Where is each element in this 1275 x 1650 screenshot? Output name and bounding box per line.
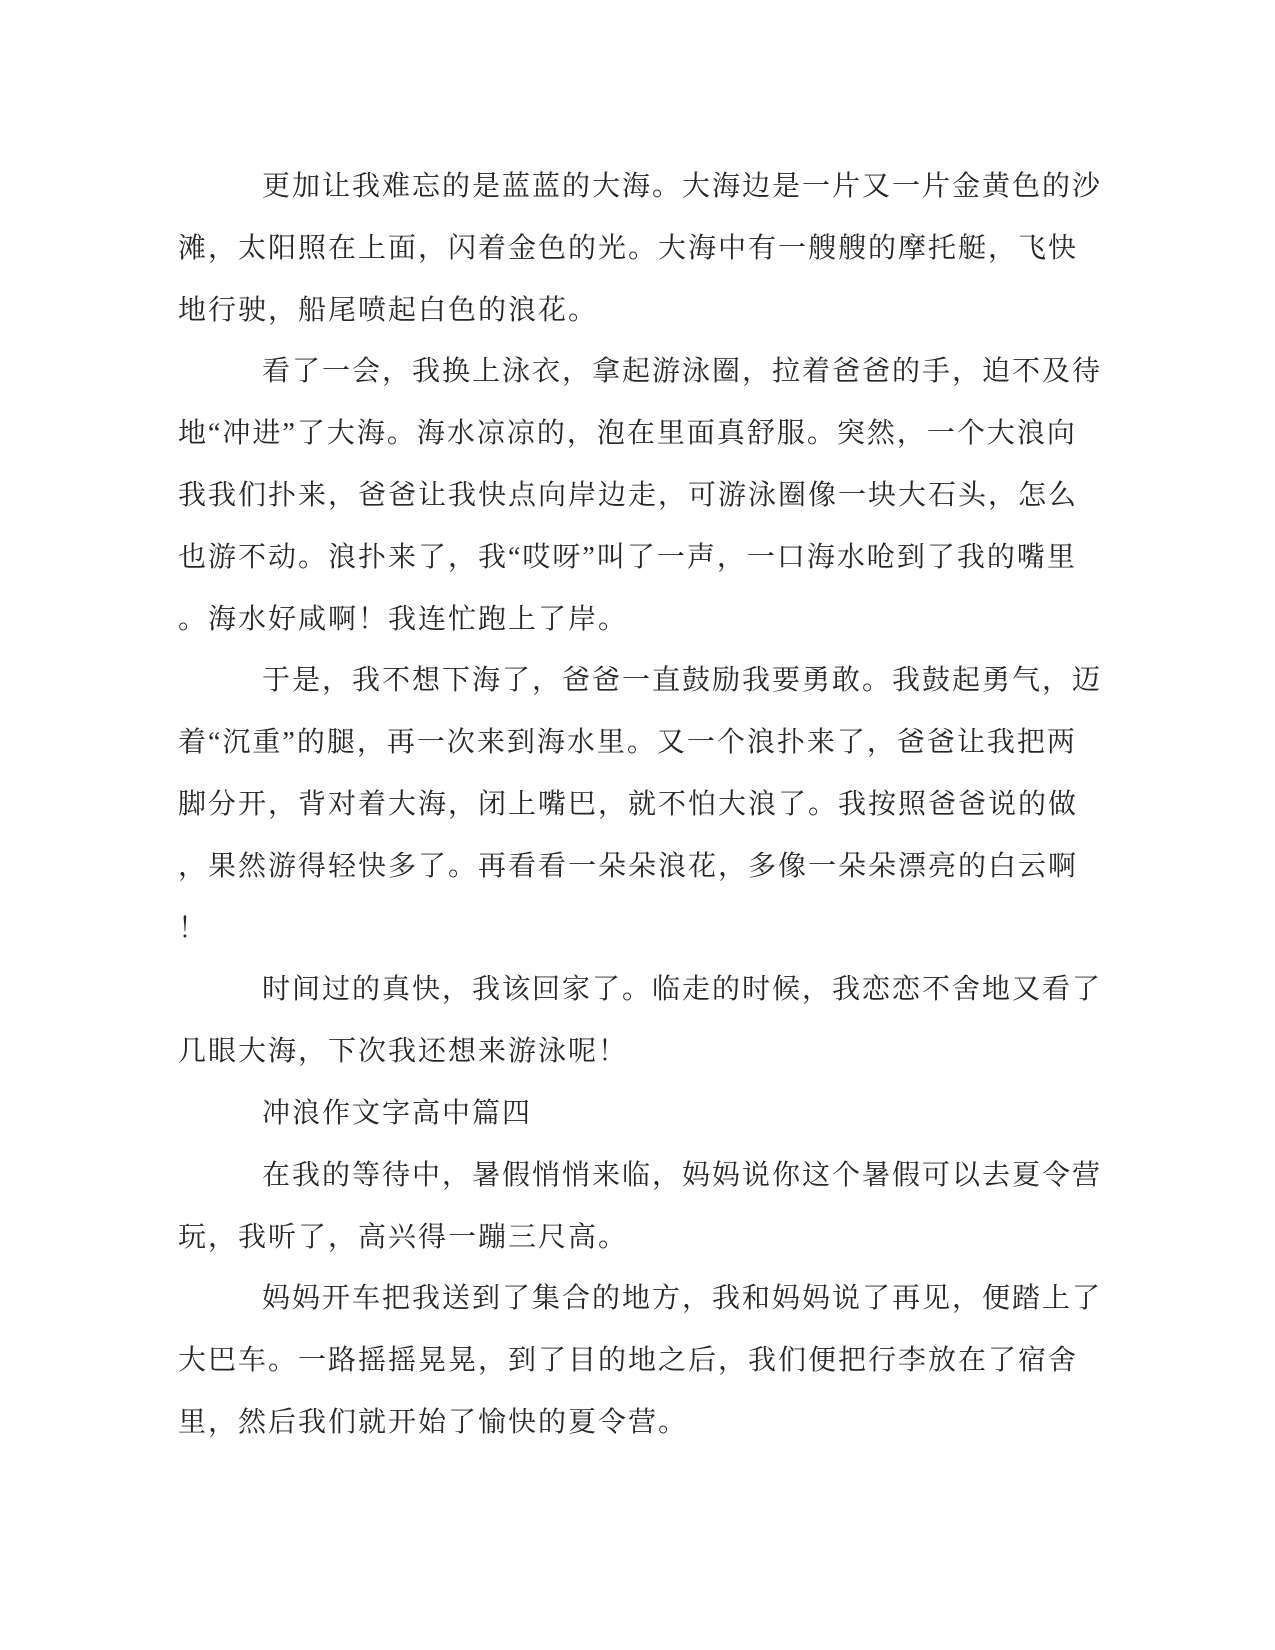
- text-line: 。海水好咸啊！我连忙跑上了岸。: [178, 603, 629, 635]
- text-line: 几眼大海，下次我还想来游泳呢！: [178, 1036, 629, 1068]
- text-line: 里，然后我们就开始了愉快的夏令营。: [178, 1406, 689, 1438]
- text-line: 也游不动。浪扑来了，我“哎呀”叫了一声，一口海水呛到了我的嘴里: [178, 541, 1077, 573]
- text-line: 妈妈开车把我送到了集合的地方，我和妈妈说了再见，便踏上了: [262, 1283, 1103, 1315]
- text-line: 更加让我难忘的是蓝蓝的大海。大海边是一片又一片金黄色的沙: [262, 171, 1103, 202]
- text-line: 在我的等待中，暑假悄悄来临，妈妈说你这个暑假可以去夏令营: [262, 1159, 1103, 1191]
- text-line: 于是，我不想下海了，爸爸一直鼓励我要勇敢。我鼓起勇气，迈: [262, 665, 1103, 697]
- text-line: 看了一会，我换上泳衣，拿起游泳圈，拉着爸爸的手，迫不及待: [262, 356, 1103, 388]
- essay-text-block: [178, 156, 1138, 1454]
- text-line: 地“冲进”了大海。海水凉凉的，泡在里面真舒服。突然，一个大浪向: [178, 418, 1077, 450]
- text-line: 玩，我听了，高兴得一蹦三尺高。: [178, 1221, 629, 1253]
- text-line: 地行驶，船尾喷起白色的浪花。: [178, 294, 599, 326]
- text-line: ，果然游得轻快多了。再看看一朵朵浪花，多像一朵朵漂亮的白云啊: [178, 850, 1079, 882]
- text-line: 时间过的真快，我该回家了。临走的时候，我恋恋不舍地又看了: [262, 974, 1103, 1006]
- text-line: 大巴车。一路摇摇晃晃，到了目的地之后，我们便把行李放在了宿舍: [178, 1345, 1079, 1377]
- text-line: 滩，太阳照在上面，闪着金色的光。大海中有一艘艘的摩托艇，飞快: [178, 232, 1079, 264]
- text-line: ！: [178, 912, 209, 944]
- text-line: 我我们扑来，爸爸让我快点向岸边走，可游泳圈像一块大石头，怎么: [178, 479, 1079, 511]
- section-heading: 冲浪作文字高中篇四: [262, 1097, 533, 1129]
- text-line: 着“沉重”的腿，再一次来到海水里。又一个浪扑来了，爸爸让我把两: [178, 727, 1077, 759]
- text-line: 脚分开，背对着大海，闭上嘴巴，就不怕大浪了。我按照爸爸说的做: [178, 788, 1079, 820]
